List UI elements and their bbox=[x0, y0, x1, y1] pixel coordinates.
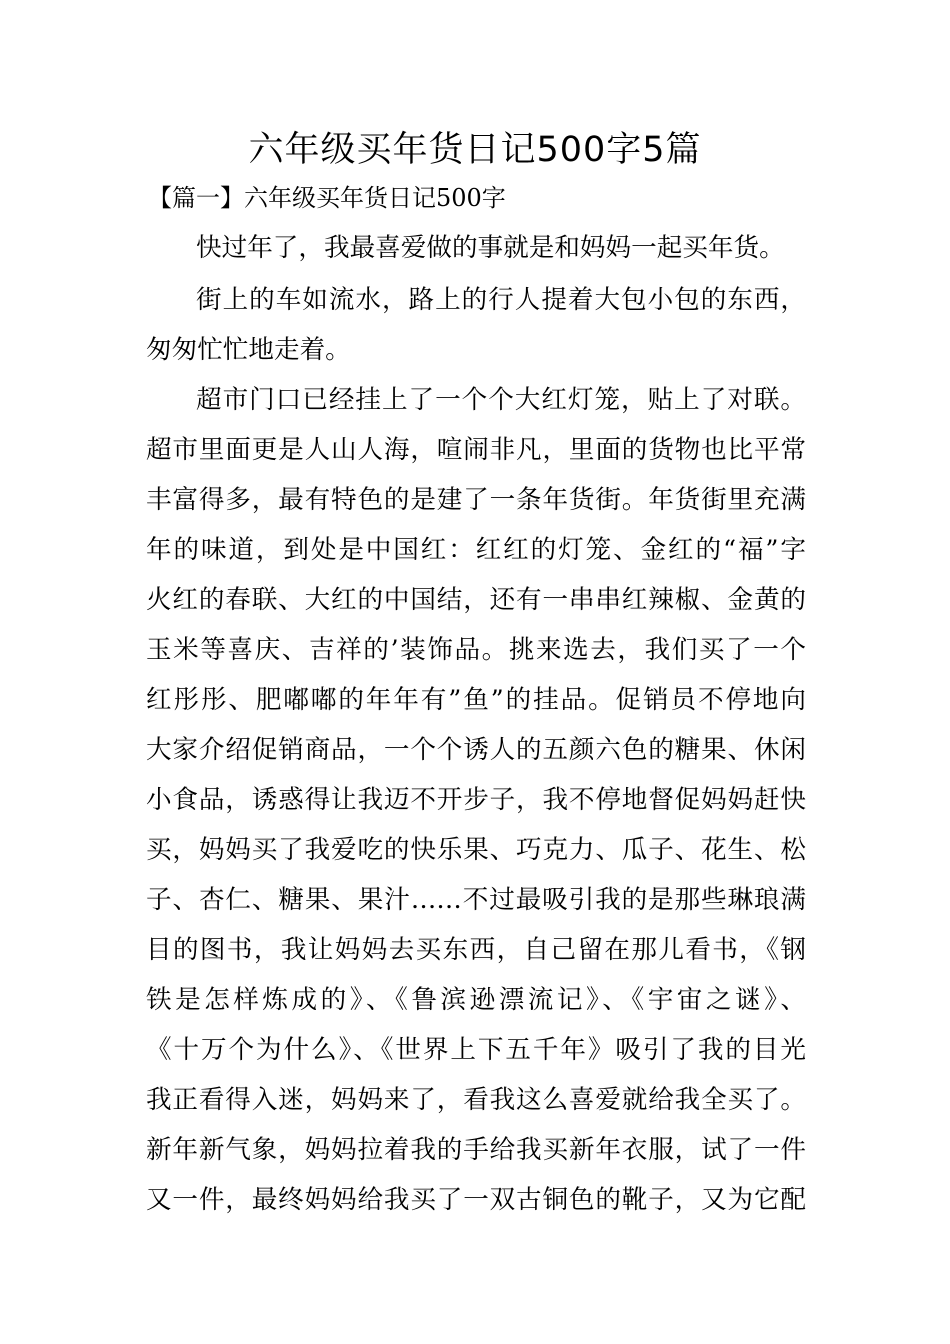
paragraph-line: 我正看得入迷，妈妈来了，看我这么喜爱就给我全买了。 bbox=[146, 1085, 806, 1115]
paragraph-line: 红彤彤、肥嘟嘟的年年有”鱼”的挂品。促销员不停地向 bbox=[146, 685, 806, 715]
paragraph-line: 快过年了，我最喜爱做的事就是和妈妈一起买年货。 bbox=[196, 233, 785, 263]
paragraph-line: 火红的春联、大红的中国结，还有一串串红辣椒、金黄的 bbox=[146, 585, 806, 615]
paragraph-line: 超市门口已经挂上了一个个大红灯笼，贴上了对联。 bbox=[196, 385, 806, 415]
paragraph-line: 买，妈妈买了我爱吃的快乐果、巧克力、瓜子、花生、松 bbox=[146, 835, 806, 865]
paragraph-line: 子、杏仁、糖果、果汁……不过最吸引我的是那些琳琅满 bbox=[146, 885, 806, 915]
paragraph-line: 小食品，诱惑得让我迈不开步子，我不停地督促妈妈赶快 bbox=[146, 785, 806, 815]
document-title: 六年级买年货日记500字5篇 bbox=[248, 130, 702, 170]
paragraph-line: 铁是怎样炼成的》、《鲁滨逊漂流记》、《宇宙之谜》、 bbox=[146, 985, 806, 1015]
paragraph-line: 超市里面更是人山人海，喧闹非凡，里面的货物也比平常 bbox=[146, 435, 806, 465]
paragraph-line: 《十万个为什么》、《世界上下五千年》吸引了我的目光 bbox=[146, 1035, 806, 1065]
paragraph-line: 又一件，最终妈妈给我买了一双古铜色的靴子，又为它配 bbox=[146, 1185, 806, 1215]
paragraph-line: 丰富得多，最有特色的是建了一条年货街。年货街里充满 bbox=[146, 485, 806, 515]
paragraph-line: 新年新气象，妈妈拉着我的手给我买新年衣服，试了一件 bbox=[146, 1135, 806, 1165]
section-heading: 【篇一】六年级买年货日记500字 bbox=[148, 184, 506, 212]
paragraph-line: 匆匆忙忙地走着。 bbox=[146, 335, 351, 365]
paragraph-line: 年的味道，到处是中国红：红红的灯笼、金红的“福”字 bbox=[146, 535, 806, 565]
paragraph-line: 目的图书，我让妈妈去买东西，自己留在那儿看书，《钢 bbox=[146, 935, 806, 965]
paragraph-line: 玉米等喜庆、吉祥的’装饰品。挑来选去，我们买了一个 bbox=[146, 635, 806, 665]
paragraph-line: 街上的车如流水，路上的行人提着大包小包的东西， bbox=[196, 285, 806, 315]
paragraph-line: 大家介绍促销商品，一个个诱人的五颜六色的糖果、休闲 bbox=[146, 735, 806, 765]
